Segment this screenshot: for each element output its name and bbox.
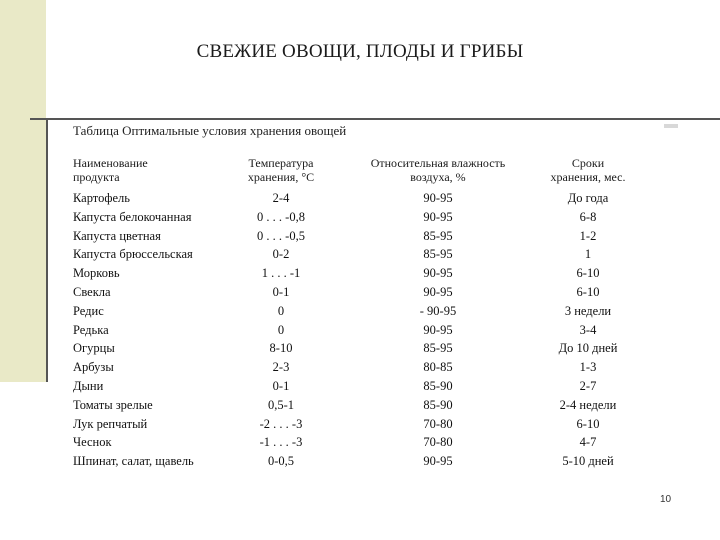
- cell-humidity: 90-95: [423, 322, 453, 337]
- header-storage-term-line2: хранения, мес.: [550, 170, 626, 184]
- cell-humidity: 90-95: [423, 266, 453, 281]
- cell-temperature: 0-0,5: [267, 454, 295, 469]
- cell-storage-term: 5-10 дней: [562, 454, 614, 469]
- cell-storage-term: 1: [584, 247, 592, 262]
- header-temperature-line1: Температура: [248, 156, 314, 170]
- header-humidity-line1: Относительная влажность: [370, 156, 506, 170]
- cell-temperature: -2 . . . -3: [259, 416, 303, 431]
- header-temperature-line2: хранения, °С: [247, 170, 315, 184]
- table-row: [64, 396, 664, 415]
- cell-humidity: 80-85: [423, 360, 453, 375]
- cell-storage-term: 1-3: [579, 360, 597, 375]
- cell-temperature: 0-1: [272, 284, 290, 299]
- header-product-name-line2: продукта: [73, 170, 120, 184]
- cell-humidity: 90-95: [423, 284, 453, 299]
- cell-product-name: Свекла: [73, 284, 111, 299]
- cell-temperature: 0,5-1: [267, 397, 295, 412]
- header-product-name-line1: Наименование: [73, 156, 148, 170]
- cell-humidity: 85-95: [423, 341, 453, 356]
- table-row: [64, 339, 664, 358]
- table-row: [64, 302, 664, 321]
- table-row: [64, 321, 664, 340]
- cell-temperature: 1 . . . -1: [261, 266, 301, 281]
- cell-storage-term: 6-8: [579, 209, 597, 224]
- cell-humidity: 85-95: [423, 228, 453, 243]
- cell-product-name: Дыни: [73, 378, 104, 393]
- cell-humidity: 85-90: [423, 378, 453, 393]
- cell-humidity: 85-95: [423, 247, 453, 262]
- cell-product-name: Арбузы: [73, 360, 114, 375]
- cell-product-name: Редис: [73, 303, 104, 318]
- cell-product-name: Морковь: [73, 266, 120, 281]
- cell-storage-term: До 10 дней: [558, 341, 618, 356]
- table-row: [64, 433, 664, 452]
- header-storage-term-line1: Сроки: [571, 156, 605, 170]
- table-row: [64, 245, 664, 264]
- cell-humidity: 90-95: [423, 191, 453, 205]
- cell-temperature: 8-10: [269, 341, 293, 356]
- cell-product-name: Редька: [73, 322, 109, 337]
- cell-storage-term: 4-7: [579, 435, 597, 450]
- table-body: [64, 189, 664, 471]
- cell-storage-term: 1-2: [579, 228, 597, 243]
- cell-temperature: 0 . . . -0,5: [257, 228, 305, 243]
- cell-humidity: 70-80: [423, 435, 453, 450]
- cell-storage-term: 6-10: [576, 284, 600, 299]
- slide-title: СВЕЖИЕ ОВОЩИ, ПЛОДЫ И ГРИБЫ: [196, 41, 524, 62]
- table-row: [64, 358, 664, 377]
- table-caption: Таблица Оптимальные условия хранения овощей: [73, 123, 347, 138]
- cell-humidity: 90-95: [423, 454, 453, 469]
- cell-temperature: 0: [277, 303, 285, 318]
- cell-product-name: Чеснок: [73, 435, 112, 450]
- header-humidity: [348, 156, 528, 184]
- table-row: [64, 208, 664, 227]
- cell-storage-term: 6-10: [576, 266, 600, 281]
- cell-humidity: 70-80: [423, 416, 453, 431]
- storage-conditions-table: [64, 120, 664, 488]
- cell-storage-term: До года: [567, 191, 609, 205]
- cell-product-name: Картофель: [73, 191, 130, 205]
- table-row: [64, 264, 664, 283]
- cell-product-name: Капуста цветная: [73, 228, 161, 243]
- cell-temperature: 0-2: [272, 247, 290, 262]
- table-row: [64, 452, 664, 471]
- cell-temperature: 2-3: [272, 360, 290, 375]
- cell-storage-term: 6-10: [576, 416, 600, 431]
- cell-storage-term: 2-4 недели: [559, 397, 617, 412]
- header-storage-term: [526, 156, 650, 184]
- page-number: 10: [660, 494, 672, 505]
- cell-humidity: - 90-95: [419, 303, 457, 318]
- cell-temperature: 0: [277, 322, 285, 337]
- cell-temperature: 2-4: [272, 191, 290, 205]
- cell-storage-term: 2-7: [579, 378, 597, 393]
- cell-temperature: 0 . . . -0,8: [257, 209, 305, 224]
- cell-humidity: 85-90: [423, 397, 453, 412]
- cell-humidity: 90-95: [423, 209, 453, 224]
- cell-storage-term: 3-4: [579, 322, 597, 337]
- cell-temperature: 0-1: [272, 378, 290, 393]
- table-row: [64, 227, 664, 246]
- table-row: [64, 377, 664, 396]
- header-temperature: [226, 156, 336, 184]
- cell-storage-term: 3 недели: [564, 303, 612, 318]
- cell-product-name: Шпинат, салат, щавель: [73, 454, 194, 469]
- cell-temperature: -1 . . . -3: [259, 435, 303, 450]
- cell-product-name: Огурцы: [73, 341, 115, 356]
- cell-product-name: Лук репчатый: [73, 416, 148, 431]
- cell-product-name: Капуста брюссельская: [73, 247, 193, 262]
- header-product-name: [73, 156, 148, 184]
- vertical-divider: [46, 118, 48, 382]
- cell-product-name: Капуста белокочанная: [73, 209, 192, 224]
- cell-product-name: Томаты зрелые: [73, 397, 153, 412]
- table-row: [64, 283, 664, 302]
- header-humidity-line2: воздуха, %: [410, 170, 466, 184]
- panel-shadow: [664, 124, 678, 128]
- table-row: [64, 415, 664, 434]
- table-row: [64, 189, 664, 208]
